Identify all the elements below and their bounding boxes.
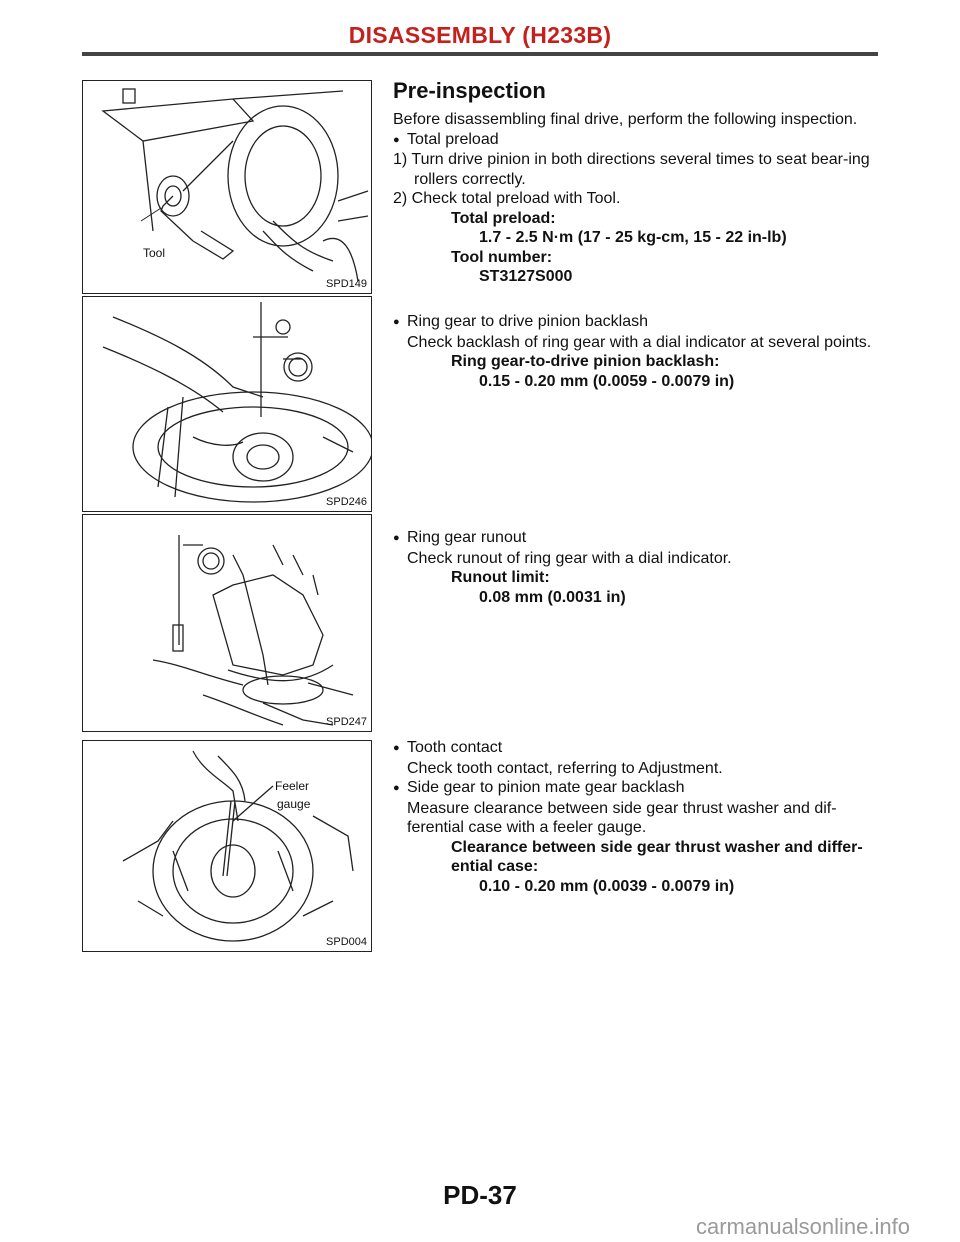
preload-block: [393, 110, 883, 287]
bullet-text: Ring gear runout: [407, 529, 527, 546]
bullet-item: [393, 778, 883, 799]
intro-text: Before disassembling final drive, perform the following inspection.: [393, 111, 858, 128]
figure-label-feeler: Feeler: [275, 779, 310, 793]
figure-spd149: [82, 80, 372, 294]
figure-spd247: [82, 514, 372, 732]
spec-label-total-preload: Total preload:: [451, 209, 556, 227]
illustration-runout-check: [83, 515, 371, 731]
bullet-dot-icon: ●: [393, 133, 400, 146]
bullet-text: Ring gear to drive pinion backlash: [407, 313, 649, 330]
spec-label-clearance: Clearance between side gear thrust washer and differ-ential case:: [451, 838, 863, 875]
figure-spd246: [82, 296, 372, 512]
tooth-contact-block: [393, 738, 883, 896]
figure-spd004: [82, 740, 372, 952]
page-header-title: DISASSEMBLY (H233B): [348, 22, 612, 48]
figure-label-gauge: gauge: [277, 797, 311, 811]
bullet-text: Side gear to pinion mate gear backlash: [407, 779, 685, 796]
spec-label-backlash: Ring gear-to-drive pinion backlash:: [451, 353, 720, 370]
instruction-text: Measure clearance between side gear thrust washer and dif-ferential case with a feeler gauge.: [407, 799, 837, 836]
header-divider: [82, 52, 878, 56]
spec-value-tool-number: ST3127S000: [479, 268, 573, 285]
bullet-item: [393, 528, 883, 549]
spec-label-tool-number: Tool number:: [451, 248, 553, 266]
bullet-text: Tooth contact: [407, 739, 503, 756]
backlash-block: [393, 312, 883, 391]
instruction-text: Check backlash of ring gear with a dial indicator at several points.: [407, 333, 872, 351]
section-title: Pre-inspection: [393, 78, 546, 103]
bullet-item: [393, 738, 883, 759]
figure-label-tool: Tool: [143, 246, 166, 260]
spec-value-total-preload: 1.7 - 2.5 N·m (17 - 25 kg-cm, 15 - 22 in-lb): [479, 229, 787, 246]
step-2: 2) Check total preload with Tool.: [393, 190, 621, 207]
bullet-dot-icon: ●: [393, 782, 400, 794]
bullet-dot-icon: ●: [393, 532, 400, 544]
figure-code: SPD149: [326, 278, 367, 290]
spec-value-clearance: 0.10 - 0.20 mm (0.0039 - 0.0079 in): [479, 877, 735, 895]
page-number: PD-37: [443, 1180, 517, 1210]
spec-label-runout: Runout limit:: [451, 569, 550, 586]
step-1: 1) Turn drive pinion in both directions several times to seat bear-ing rollers correctly.: [393, 151, 870, 188]
illustration-feeler-gauge: [83, 741, 371, 951]
illustration-backlash-check: [83, 297, 371, 511]
bullet-item: [393, 312, 883, 333]
bullet-dot-icon: ●: [393, 742, 400, 754]
bullet-item: [393, 130, 883, 151]
illustration-preload-check: [83, 81, 371, 293]
figure-code: SPD246: [326, 496, 367, 508]
bullet-text: Total preload: [407, 130, 499, 148]
bullet-dot-icon: ●: [393, 316, 400, 328]
instruction-text: Check runout of ring gear with a dial indicator.: [407, 549, 732, 567]
figure-code: SPD004: [326, 936, 367, 948]
spec-value-backlash: 0.15 - 0.20 mm (0.0059 - 0.0079 in): [479, 372, 735, 390]
instruction-text: Check tooth contact, referring to Adjustment.: [407, 759, 723, 777]
runout-block: [393, 528, 883, 607]
watermark: carmanualsonline.info: [695, 1214, 910, 1239]
figure-code: SPD247: [326, 716, 367, 728]
spec-value-runout: 0.08 mm (0.0031 in): [479, 588, 626, 606]
